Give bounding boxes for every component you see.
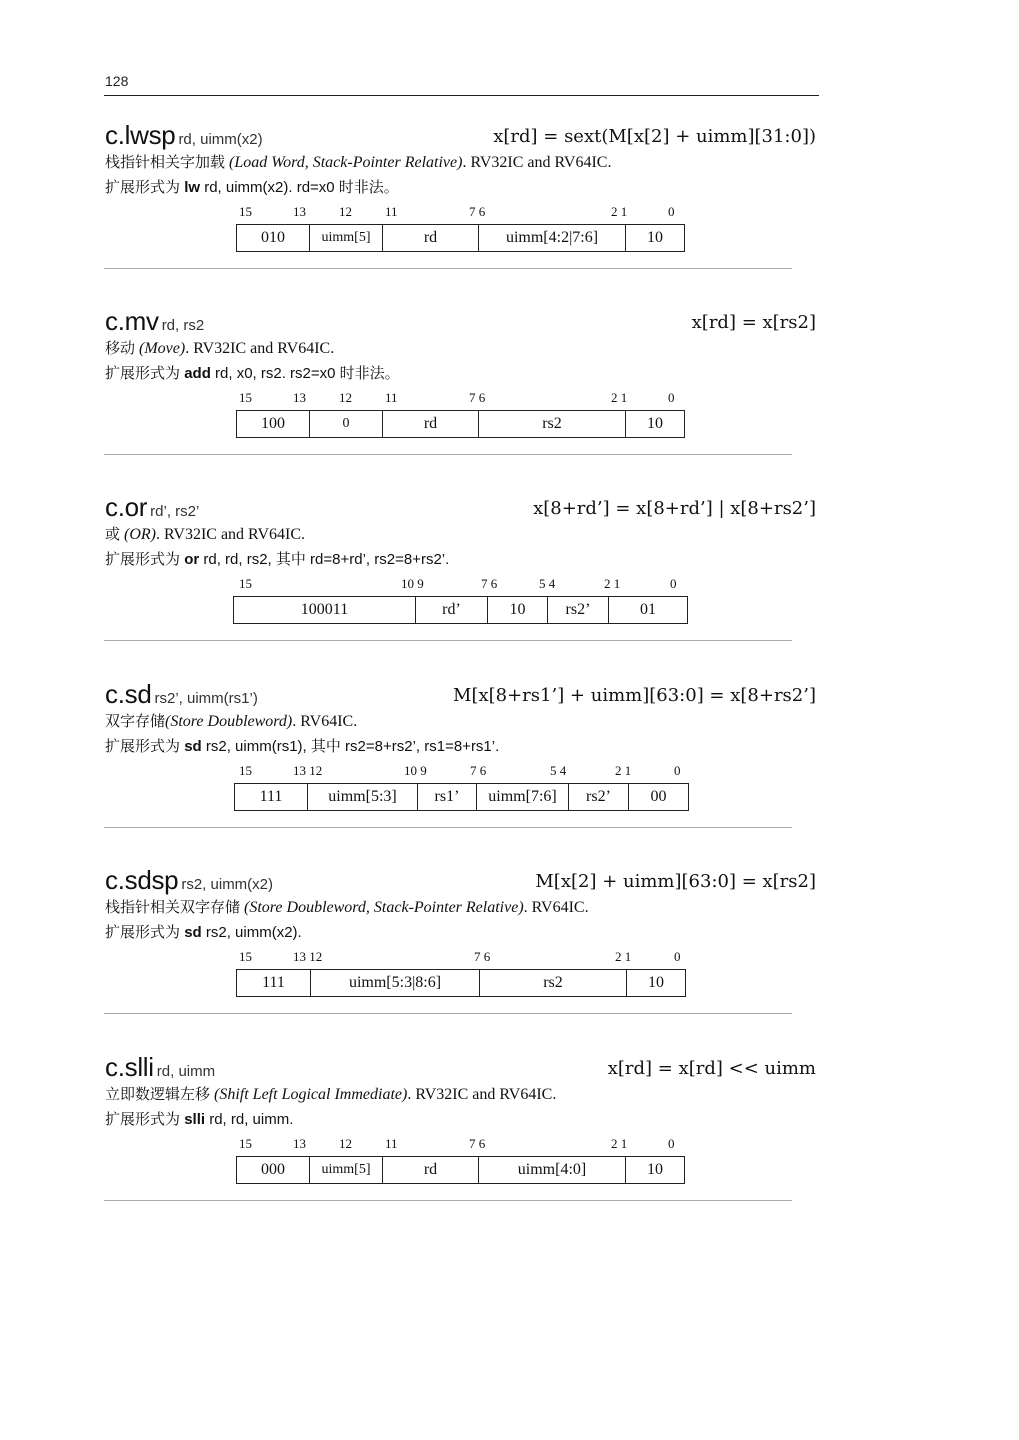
encoding-diagram <box>236 224 685 252</box>
bit-number: 0 <box>668 204 675 219</box>
encoding-diagram <box>233 596 688 624</box>
expansion-rest: rs2, uimm(x2). <box>201 924 302 941</box>
bit-number: 2 1 <box>604 576 621 591</box>
encoding-field: uimm[5:3|8:6] <box>310 969 479 997</box>
section-divider <box>104 827 792 828</box>
bit-number: 0 <box>668 1136 675 1151</box>
expansion-rest: rd, rd, uimm. <box>205 1111 294 1128</box>
description-tail: . RV64IC. <box>292 713 358 730</box>
bit-number: 2 1 <box>615 949 632 964</box>
header-rule <box>104 95 819 96</box>
operands: rd, uimm(x2) <box>178 131 263 148</box>
bit-positions <box>0 390 1019 406</box>
bit-positions <box>0 949 1019 965</box>
bit-number: 12 <box>339 1136 352 1151</box>
operands: rs2, uimm(x2) <box>181 876 274 893</box>
expansion-text <box>105 921 302 942</box>
bit-number: 7 6 <box>481 576 498 591</box>
operands: rd, rs2 <box>161 317 205 334</box>
description <box>105 151 611 172</box>
instruction-c-sdsp <box>0 865 1019 1025</box>
bit-number: 7 6 <box>474 949 491 964</box>
mnemonic: c.lwsp <box>105 120 176 150</box>
expansion-prefix: 扩展形式为 <box>105 550 181 568</box>
encoding-field: 100011 <box>233 596 415 624</box>
instruction-c-or <box>0 492 1019 652</box>
expansion-rest: rd, rd, rs2, 其中 rd=8+rd’, rs2=8+rs2’. <box>199 551 450 568</box>
mnemonic: c.sdsp <box>105 865 179 895</box>
bit-number: 13 <box>293 390 306 405</box>
instruction-heading <box>105 865 273 896</box>
encoding-field: rs1’ <box>417 783 476 811</box>
semantics-formula: M[x[8+rs1’] + uimm][63:0] = x[8+rs2’] <box>453 685 816 706</box>
encoding-field: uimm[4:2|7:6] <box>478 224 625 252</box>
encoding-field: 00 <box>628 783 689 811</box>
bit-number: 11 <box>385 390 398 405</box>
description-en: (Shift Left Logical Immediate) <box>214 1086 408 1103</box>
bit-number: 13 12 <box>293 949 323 964</box>
bit-number: 15 <box>239 949 252 964</box>
encoding-field: rs2’ <box>547 596 608 624</box>
expansion-op: sd <box>184 924 202 941</box>
encoding-field: 0 <box>309 410 382 438</box>
bit-number: 2 1 <box>611 204 628 219</box>
description-en: (Move) <box>139 340 186 357</box>
instruction-heading <box>105 492 199 523</box>
mnemonic: c.slli <box>105 1052 154 1082</box>
semantics-formula: M[x[2] + uimm][63:0] = x[rs2] <box>535 871 816 892</box>
description-cn: 移动 <box>105 339 136 357</box>
section-divider <box>104 454 792 455</box>
section-divider <box>104 1013 792 1014</box>
page-number: 128 <box>105 73 129 89</box>
bit-number: 5 4 <box>550 763 567 778</box>
expansion-prefix: 扩展形式为 <box>105 923 181 941</box>
expansion-text <box>105 735 499 756</box>
encoding-field: 01 <box>608 596 688 624</box>
description-cn: 栈指针相关双字存储 <box>105 898 241 916</box>
bit-number: 13 12 <box>293 763 323 778</box>
expansion-op: sd <box>184 738 202 755</box>
description-cn: 或 <box>105 525 121 543</box>
bit-number: 0 <box>668 390 675 405</box>
description-tail: . RV32IC and RV64IC. <box>156 526 305 543</box>
description-cn: 栈指针相关字加载 <box>105 153 226 171</box>
description-en: (OR) <box>124 526 156 543</box>
instruction-c-mv <box>0 306 1019 466</box>
bit-number: 7 6 <box>469 390 486 405</box>
bit-number: 2 1 <box>611 390 628 405</box>
description <box>105 896 589 917</box>
instruction-c-sd <box>0 679 1019 839</box>
instruction-heading <box>105 679 258 710</box>
expansion-text <box>105 176 399 197</box>
expansion-text <box>105 1108 293 1129</box>
bit-number: 15 <box>239 763 252 778</box>
bit-positions <box>0 763 1019 779</box>
bit-number: 15 <box>239 576 252 591</box>
operands: rs2’, uimm(rs1’) <box>154 690 258 707</box>
description <box>105 337 334 358</box>
bit-number: 13 <box>293 204 306 219</box>
section-divider <box>104 268 792 269</box>
encoding-field: uimm[5:3] <box>307 783 417 811</box>
encoding-field: rd <box>382 410 478 438</box>
expansion-op: slli <box>184 1111 206 1128</box>
encoding-field: 10 <box>487 596 547 624</box>
encoding-diagram <box>236 1156 685 1184</box>
expansion-rest: rs2, uimm(rs1), 其中 rs2=8+rs2’, rs1=8+rs1’. <box>201 738 500 755</box>
encoding-field: uimm[4:0] <box>478 1156 625 1184</box>
encoding-field: rd <box>382 1156 478 1184</box>
bit-number: 12 <box>339 390 352 405</box>
expansion-rest: rd, uimm(x2). rd=x0 时非法。 <box>200 179 399 196</box>
description <box>105 710 357 731</box>
expansion-text <box>105 362 400 383</box>
encoding-field: 111 <box>236 969 310 997</box>
expansion-op: or <box>184 551 200 568</box>
description-en: (Store Doubleword, Stack-Pointer Relative) <box>244 899 524 916</box>
mnemonic: c.sd <box>105 679 152 709</box>
bit-number: 0 <box>670 576 677 591</box>
description-en: (Store Doubleword) <box>165 713 293 730</box>
bit-number: 12 <box>339 204 352 219</box>
bit-number: 2 1 <box>611 1136 628 1151</box>
bit-number: 10 9 <box>404 763 427 778</box>
encoding-field: rd <box>382 224 478 252</box>
encoding-field: uimm[5] <box>309 1156 382 1184</box>
encoding-field: uimm[5] <box>309 224 382 252</box>
description <box>105 523 305 544</box>
bit-positions <box>0 1136 1019 1152</box>
description-cn: 立即数逻辑左移 <box>105 1085 211 1103</box>
encoding-field: rs2 <box>479 969 626 997</box>
encoding-field: 100 <box>236 410 309 438</box>
semantics-formula: x[rd] = sext(M[x[2] + uimm][31:0]) <box>493 126 816 147</box>
expansion-rest: rd, x0, rs2. rs2=x0 时非法。 <box>210 365 400 382</box>
instruction-heading <box>105 306 204 337</box>
semantics-formula: x[8+rd’] = x[8+rd’] | x[8+rs2’] <box>533 498 816 519</box>
encoding-field: rs2’ <box>568 783 628 811</box>
bit-number: 7 6 <box>470 763 487 778</box>
description <box>105 1083 556 1104</box>
expansion-op: add <box>184 365 211 382</box>
encoding-field: 111 <box>234 783 307 811</box>
description-tail: . RV64IC. <box>523 899 589 916</box>
mnemonic: c.or <box>105 492 148 522</box>
expansion-prefix: 扩展形式为 <box>105 737 181 755</box>
encoding-field: 10 <box>625 224 685 252</box>
bit-number: 0 <box>674 949 681 964</box>
bit-number: 0 <box>674 763 681 778</box>
section-divider <box>104 640 792 641</box>
bit-number: 7 6 <box>469 204 486 219</box>
bit-number: 15 <box>239 204 252 219</box>
encoding-field: uimm[7:6] <box>476 783 568 811</box>
operands: rd, uimm <box>156 1063 216 1080</box>
description-tail: . RV32IC and RV64IC. <box>407 1086 557 1103</box>
operands: rd’, rs2’ <box>150 503 200 520</box>
bit-positions <box>0 204 1019 220</box>
bit-number: 10 9 <box>401 576 424 591</box>
encoding-field: 010 <box>236 224 309 252</box>
instruction-c-slli <box>0 1052 1019 1212</box>
semantics-formula: x[rd] = x[rd] << uimm <box>607 1058 816 1079</box>
expansion-prefix: 扩展形式为 <box>105 364 181 382</box>
encoding-diagram <box>236 410 685 438</box>
encoding-field: 10 <box>626 969 686 997</box>
encoding-field: rs2 <box>478 410 625 438</box>
description-cn: 双字存储 <box>105 712 166 730</box>
encoding-field: 10 <box>625 410 685 438</box>
expansion-op: lw <box>184 179 201 196</box>
instruction-heading <box>105 120 263 151</box>
bit-number: 5 4 <box>539 576 556 591</box>
bit-number: 7 6 <box>469 1136 486 1151</box>
encoding-field: 000 <box>236 1156 309 1184</box>
bit-number: 13 <box>293 1136 306 1151</box>
encoding-diagram <box>236 969 686 997</box>
instruction-heading <box>105 1052 215 1083</box>
expansion-prefix: 扩展形式为 <box>105 178 181 196</box>
bit-positions <box>0 576 1019 592</box>
section-divider <box>104 1200 792 1201</box>
encoding-diagram <box>234 783 689 811</box>
semantics-formula: x[rd] = x[rs2] <box>691 312 816 333</box>
expansion-prefix: 扩展形式为 <box>105 1110 181 1128</box>
description-tail: . RV32IC and RV64IC. <box>462 154 612 171</box>
instruction-c-lwsp <box>0 120 1019 280</box>
bit-number: 15 <box>239 390 252 405</box>
expansion-text <box>105 548 449 569</box>
bit-number: 11 <box>385 1136 398 1151</box>
encoding-field: rd’ <box>415 596 487 624</box>
description-en: (Load Word, Stack-Pointer Relative) <box>229 154 463 171</box>
bit-number: 15 <box>239 1136 252 1151</box>
bit-number: 2 1 <box>615 763 632 778</box>
encoding-field: 10 <box>625 1156 685 1184</box>
mnemonic: c.mv <box>105 306 159 336</box>
description-tail: . RV32IC and RV64IC. <box>185 340 335 357</box>
bit-number: 11 <box>385 204 398 219</box>
